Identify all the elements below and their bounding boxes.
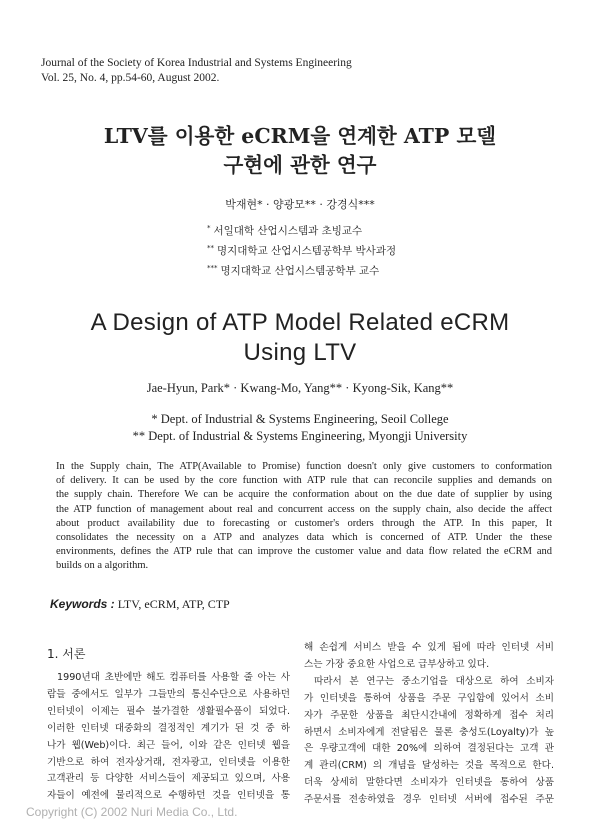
section-heading: 1. 서론 [47, 647, 86, 661]
body-column-left [47, 670, 290, 805]
journal-header [41, 56, 352, 86]
body-line: 가 인터넷을 통하여 상품을 주문 구입함에 있어서 소비 [304, 692, 554, 704]
abstract-line: builds on a algorithm. [56, 560, 149, 572]
korean-authors: 박재현* · 양광모** · 강경식*** [225, 198, 375, 211]
body-line: 람들 중에서도 일부가 그들만의 통신수단으로 사용하던 [47, 688, 290, 700]
journal-name: Journal of the Society of Korea Industrial and Systems Engineering [41, 57, 352, 69]
journal-volume: Vol. 25, No. 4, pp.54-60, August 2002. [41, 72, 220, 84]
body-line: 은 우량고객에 대한 20%에 의하여 결정된다는 고객 관 [304, 743, 554, 755]
english-title-line-1: A Design of ATP Model Related eCRM [90, 309, 510, 336]
korean-affiliation: ** 명지대학교 산업시스템공학부 박사과정 [207, 244, 397, 257]
abstract-line: environments, defines the ATP rule that can improve the customer value and data flow related the eCRM and [56, 546, 552, 558]
english-affiliations [0, 411, 600, 445]
keywords [50, 597, 230, 612]
body-line: 이러한 인터넷 대중화의 결정적인 계기가 된 것 중 하 [47, 722, 290, 734]
korean-affiliation: * 서일대학 산업시스템과 초빙교수 [207, 224, 363, 237]
abstract-line: the supply chain. Therefore We can be acquire the conformation about on the due date of supplier by using [56, 489, 552, 501]
body-line: 더욱 상세히 말한다면 소비자가 인터넷을 통하여 상품 [304, 777, 554, 789]
korean-title [0, 122, 600, 180]
english-affiliation: ** Dept. of Industrial & Systems Engineering, Myongji University [132, 429, 468, 443]
abstract-line: of delivery. It can be used by the core function with ATP rule that can reconcile supplies and demands on [56, 475, 552, 487]
body-line: 해 손쉽게 서비스 받을 수 있게 됨에 따라 인터넷 서비 [304, 642, 554, 653]
korean-title-line-2: 구현에 관한 연구 [223, 153, 377, 177]
body-line: 고객관리 등 다양한 서비스들이 제공되고 있으며, 사용 [47, 773, 290, 785]
english-authors: Jae-Hyun, Park* · Kwang-Mo, Yang** · Kyong-Sik, Kang** [146, 381, 454, 395]
english-affiliation: * Dept. of Industrial & Systems Engineering, Seoil College [151, 412, 449, 426]
body-line: 스는 가장 중요한 사업으로 급부상하고 있다. [304, 658, 490, 670]
body-line: 기반으로 하여 전자상거래, 전자광고, 인터넷을 이용한 [47, 756, 290, 768]
body-line: 계 관리(CRM) 의 개념을 달성하는 것을 목적으로 한다. [304, 760, 554, 772]
korean-affiliation: *** 명지대학교 산업시스템공학부 교수 [207, 264, 380, 277]
body-line: 자가 주문한 상품을 최단시간내에 정확하게 접수 처리 [304, 709, 554, 721]
body-line: 따라서 본 연구는 중소기업을 대상으로 하여 소비자 [314, 675, 554, 687]
copyright-footer: Copyright (C) 2002 Nuri Media Co., Ltd. [26, 805, 238, 819]
abstract-line: In the Supply chain, The ATP(Available to Promise) function doesn't only give customers to conformation [56, 461, 552, 472]
abstract-line: about product availability due to forecasting or customer's orders through the ATP. In this paper, It [56, 517, 552, 529]
korean-affiliations [207, 220, 396, 280]
abstract [56, 460, 552, 574]
keywords-values: LTV, eCRM, ATP, CTP [117, 597, 230, 611]
keywords-label: Keywords : [50, 597, 115, 611]
body-line: 하면서 소비자에게 전달됨은 물론 충성도(Loyalty)가 높 [304, 726, 554, 738]
body-line: 1990년대 초반에만 해도 컴퓨터를 사용할 줄 아는 사 [57, 672, 290, 683]
body-line: 자들이 예전에 물리적으로 수행하던 것을 인터넷을 통 [47, 790, 290, 802]
body-line: 인터넷이 이제는 필수 불가결한 생활필수품이 되었다. [47, 705, 290, 717]
english-title-line-2: Using LTV [243, 339, 357, 366]
abstract-line: the ATP function of management about real and concurrent access on the supply chain, also decide the affect [56, 503, 552, 515]
korean-title-line-1: LTV를 이용한 eCRM을 연계한 ATP 모델 [103, 124, 497, 148]
english-title [0, 308, 600, 368]
body-column-right [304, 640, 554, 809]
body-line: 주문서를 전송하였을 경우 인터넷 서버에 접수된 주문 [304, 794, 554, 806]
abstract-line: consolidates the necessity on a ATP and analyzes data which is concerned of ATP. Under the these [56, 532, 552, 544]
body-line: 나가 웹(Web)이다. 최근 들어, 이와 같은 인터넷 웹을 [47, 739, 290, 751]
